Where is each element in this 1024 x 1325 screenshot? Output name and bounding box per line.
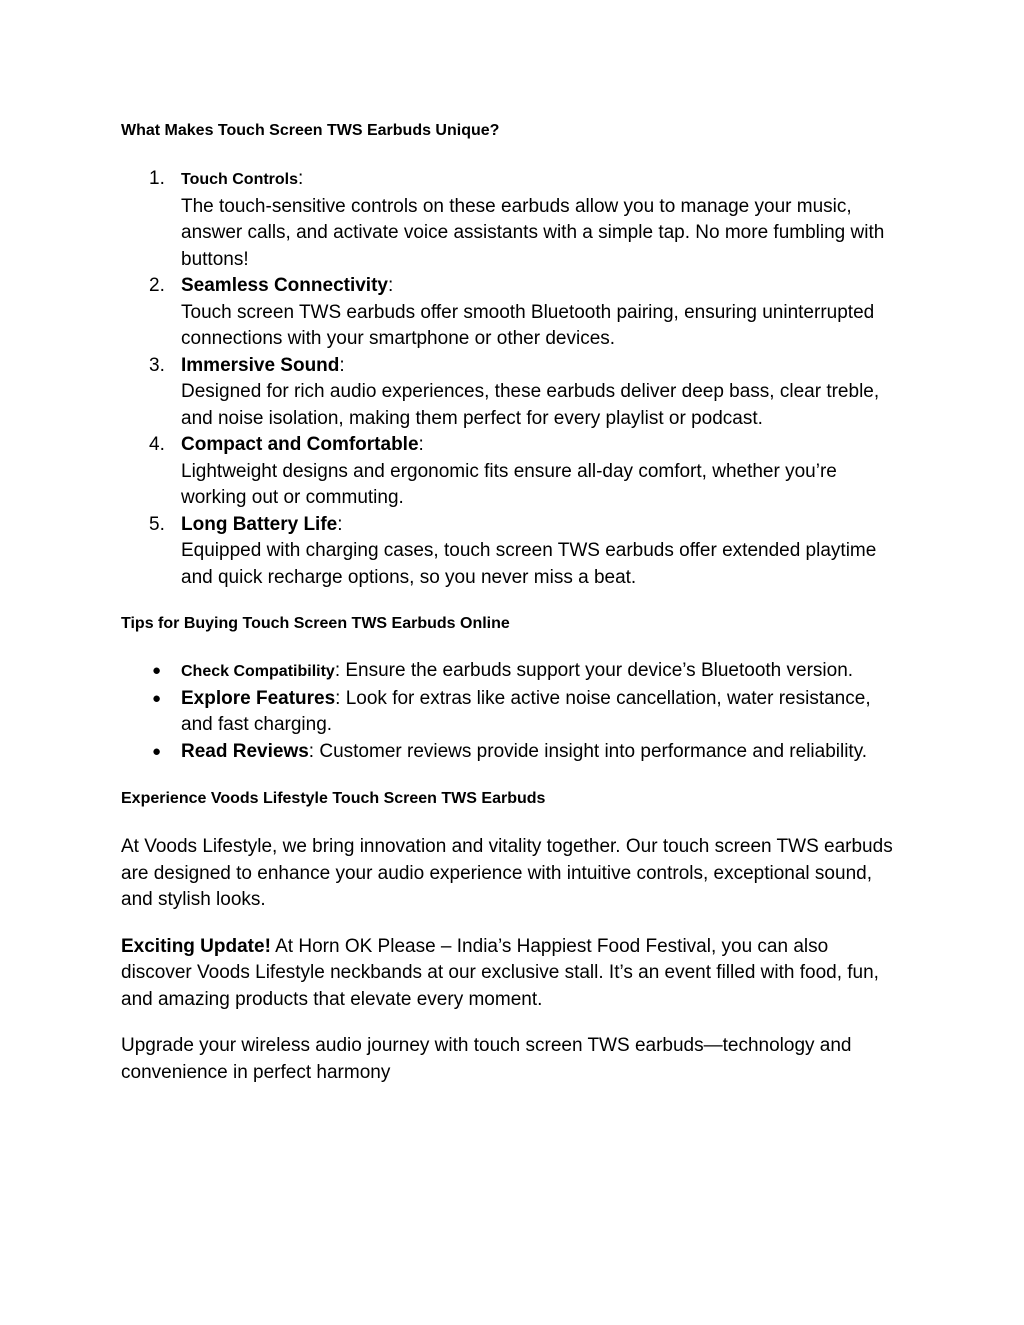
item-title: Check Compatibility: [181, 663, 335, 680]
item-description: Equipped with charging cases, touch screen TWS earbuds offer extended playtime and quick recharge options, so you never miss a beat.: [181, 540, 877, 588]
item-title: Read Reviews: [181, 740, 309, 762]
item-title: Explore Features: [181, 687, 336, 709]
item-text: : Look for extras like active noise cancellation, water resistance, and fast charging.: [181, 687, 871, 735]
bullet: ●: [152, 689, 162, 707]
list-item: [121, 686, 901, 739]
update-text: At Horn OK Please – India’s Happiest Food Festival, you can also discover Voods Lifestyle neckbands at our exclusive stall. It’s an event filled with food, fun, and amazing products that elevate every moment.: [121, 935, 879, 1010]
item-colon: :: [337, 513, 343, 535]
list-item: [121, 432, 901, 512]
update-label: Exciting Update!: [121, 935, 271, 957]
item-colon: :: [418, 434, 424, 455]
bullet: ●: [152, 662, 162, 679]
bullet: ●: [152, 742, 162, 760]
list-item: [121, 273, 901, 353]
tips-list: [121, 658, 901, 765]
item-title: Seamless Connectivity: [181, 275, 388, 296]
list-number: 4.: [149, 434, 165, 455]
list-number: 3.: [149, 354, 165, 376]
item-description: Designed for rich audio experiences, these earbuds deliver deep bass, clear treble, and noise isolation, making them perfect for every playlist or podcast.: [181, 381, 880, 429]
closing-paragraph: Upgrade your wireless audio journey with touch screen TWS earbuds—technology and convenience in perfect harmony: [121, 1035, 852, 1083]
item-title: Touch Controls: [181, 171, 299, 188]
item-text: : Ensure the earbuds support your device’s Bluetooth version.: [334, 660, 854, 681]
item-text: : Customer reviews provide insight into performance and reliability.: [308, 740, 868, 762]
item-colon: :: [339, 354, 345, 376]
list-item: [121, 166, 901, 273]
list-number: 5.: [149, 513, 165, 535]
intro-paragraph: At Voods Lifestyle, we bring innovation and vitality together. Our touch screen TWS earbuds are designed to enhance your audio experience with intuitive controls, exceptional sound, and stylish looks.: [121, 836, 893, 910]
item-description: The touch-sensitive controls on these earbuds allow you to manage your music, answer calls, and activate voice assistants with a simple tap. No more fumbling with buttons!: [181, 195, 885, 270]
update-paragraph: [121, 934, 901, 1014]
list-number: 2.: [149, 275, 165, 296]
list-item: [121, 739, 901, 766]
item-title: Immersive Sound: [181, 354, 340, 376]
features-list: [121, 166, 901, 591]
section-heading-experience: Experience Voods Lifestyle Touch Screen TWS Earbuds: [121, 790, 546, 807]
list-item: [121, 512, 901, 592]
item-colon: :: [298, 168, 304, 189]
document-body: [121, 121, 901, 1086]
list-item: [121, 658, 901, 686]
item-description: Lightweight designs and ergonomic fits ensure all-day comfort, whether you’re working out or commuting.: [181, 460, 837, 508]
section-heading-tips: Tips for Buying Touch Screen TWS Earbuds Online: [121, 615, 510, 632]
item-description: Touch screen TWS earbuds offer smooth Bluetooth pairing, ensuring uninterrupted connections with your smartphone or other devices.: [181, 301, 875, 349]
item-title: Long Battery Life: [181, 513, 338, 535]
section-heading-unique: What Makes Touch Screen TWS Earbuds Unique?: [121, 122, 500, 139]
item-colon: :: [387, 275, 394, 296]
list-number: 1.: [149, 168, 165, 189]
item-title: Compact and Comfortable: [181, 434, 419, 455]
list-item: [121, 353, 901, 433]
